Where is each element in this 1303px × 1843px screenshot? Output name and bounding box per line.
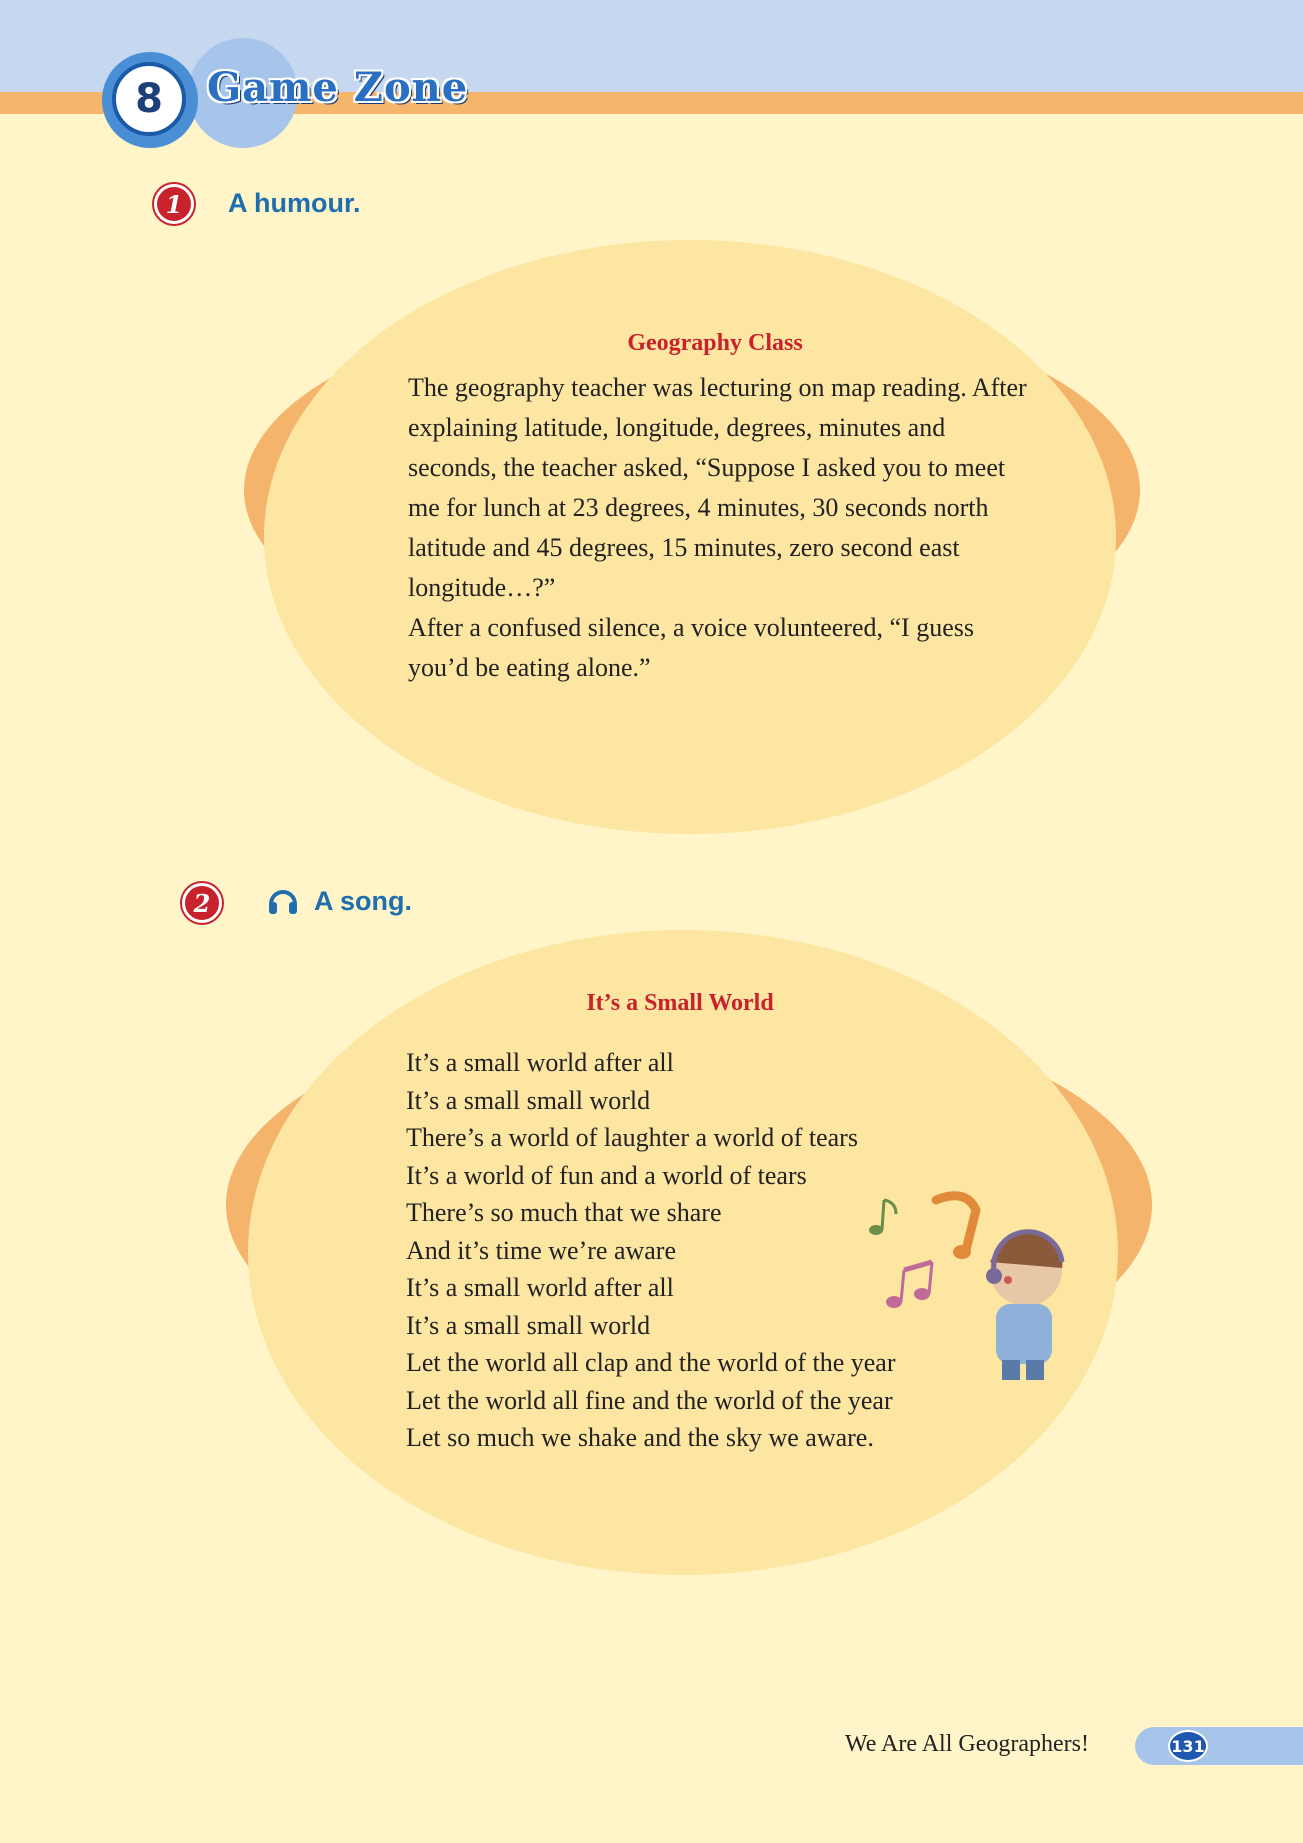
section-1-number: 1 bbox=[154, 184, 194, 224]
singing-child-illustration bbox=[866, 1190, 1096, 1390]
lyric-line: Let so much we shake and the sky we aware. bbox=[406, 1423, 874, 1452]
chapter-number-badge: 8 bbox=[112, 62, 186, 136]
lyric-line: There’s a world of laughter a world of tears bbox=[406, 1123, 858, 1152]
footer-book-title: We Are All Geographers! bbox=[845, 1731, 1089, 1757]
lyric-line: And it’s time we’re aware bbox=[406, 1235, 677, 1265]
lyric-line: There’s so much that we share bbox=[406, 1198, 722, 1227]
story-paragraph: The geography teacher was lecturing on map reading. After explaining latitude, longitude, degrees, minutes and seconds, the teacher asked, “Suppose I asked you to meet me for lunch at 23 degrees, 4 minutes, 30 seconds north latitude and 45 degrees, 15 minutes, zero second east longitude…?” bbox=[408, 373, 1027, 602]
lyric-line: It’s a small world after all bbox=[406, 1048, 674, 1077]
story-body bbox=[408, 368, 1028, 688]
song-title: It’s a Small World bbox=[586, 990, 774, 1016]
lyric-line: It’s a small small world bbox=[406, 1085, 651, 1115]
music-note-icon bbox=[936, 1196, 976, 1259]
section-2-label: A song. bbox=[314, 886, 412, 916]
headphones-icon[interactable] bbox=[266, 884, 300, 918]
section-1-label: A humour. bbox=[228, 188, 361, 218]
music-note-icon bbox=[886, 1262, 932, 1308]
child-figure bbox=[986, 1232, 1063, 1380]
lyric-line: Let the world all clap and the world of the year bbox=[406, 1348, 896, 1377]
music-note-icon bbox=[869, 1200, 896, 1235]
lyric-line: It’s a world of fun and a world of tears bbox=[406, 1160, 807, 1190]
page-number: 131 bbox=[1168, 1730, 1208, 1762]
section-2-number: 2 bbox=[182, 883, 222, 923]
page-title: Game Zone bbox=[207, 64, 469, 111]
lyric-line: It’s a small small world bbox=[406, 1310, 651, 1340]
lyric-line: It’s a small world after all bbox=[406, 1273, 674, 1302]
story-title: Geography Class bbox=[627, 330, 803, 356]
story-paragraph: After a confused silence, a voice volunteered, “I guess you’d be eating alone.” bbox=[408, 613, 974, 682]
footer-tab bbox=[1135, 1727, 1303, 1765]
song-lyrics bbox=[406, 1044, 895, 1457]
lyric-line: Let the world all fine and the world of the year bbox=[406, 1385, 893, 1415]
